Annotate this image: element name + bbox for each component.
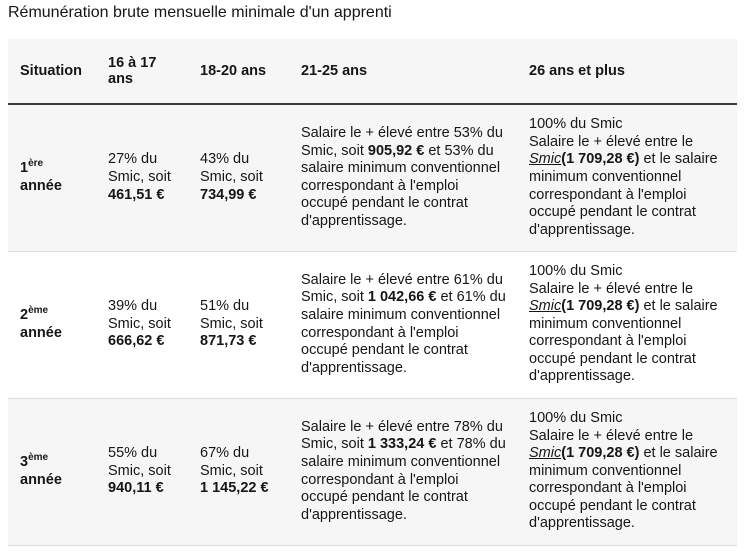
rate-text: 39% du Smic, soit [108,298,171,332]
year-word: année [20,471,62,488]
rate-text-pre: Salaire le + élevé entre le [529,280,694,297]
header-age-21-25: 21-25 ans [289,39,517,104]
header-age-16-17: 16 à 17 ans [96,39,188,104]
rate-text-post: et 61% du salaire minimum conventionnel correspondant à l'emploi occupé pendant le contrat d'apprentissage. [301,289,506,376]
cell-21-25 [289,251,517,398]
amount: (1 709,28 €) [561,298,640,315]
amount: 940,11 € [108,480,164,497]
rate-text-post: et le salaire minimum conventionnel correspondant à l'emploi occupé pendant le contrat d'apprentissage. [529,151,718,238]
amount: 461,51 € [108,186,165,203]
cell-16-17 [96,104,188,251]
year-suffix: ère [28,158,44,170]
amount: 1 042,66 € [367,289,437,306]
cell-18-20 [188,251,289,398]
cell-18-20 [188,398,289,545]
rate-text: 27% du Smic, soit [108,151,171,185]
cell-26-plus [517,104,737,251]
rate-line1: 100% du Smic [529,409,623,426]
amount: 1 145,22 € [200,480,269,497]
smic-link[interactable]: Smic [529,298,562,315]
rate-text-pre: Salaire le + élevé entre le [529,133,694,150]
cell-21-25 [289,398,517,545]
year-cell [8,398,96,545]
rate-text-post: et 53% du salaire minimum conventionnel correspondant à l'emploi occupé pendant le contrat d'apprentissage. [301,142,501,229]
rate-text-post: et le salaire minimum conventionnel correspondant à l'emploi occupé pendant le contrat d'apprentissage. [529,445,718,532]
apprentice-salary-table [8,39,737,546]
cell-26-plus [517,398,737,545]
amount: 905,92 € [367,142,425,159]
amount: 1 333,24 € [367,436,437,453]
amount: (1 709,28 €) [561,445,640,462]
cell-16-17 [96,251,188,398]
amount: 734,99 € [200,186,257,203]
header-age-18-20: 18-20 ans [188,39,289,104]
cell-18-20 [188,104,289,251]
rate-line1: 100% du Smic [529,262,623,279]
amount: 871,73 € [200,333,257,350]
amount: (1 709,28 €) [561,151,640,168]
year-suffix: ème [28,305,49,317]
cell-26-plus [517,251,737,398]
year-suffix: ème [28,452,49,464]
rate-text-pre: Salaire le + élevé entre 78% du Smic, soit [301,418,503,453]
table-row [8,398,737,545]
cell-21-25 [289,104,517,251]
rate-text: 51% du Smic, soit [200,298,263,332]
table-row [8,104,737,251]
rate-line1: 100% du Smic [529,116,623,133]
year-cell [8,251,96,398]
rate-text-pre: Salaire le + élevé entre le [529,427,694,444]
smic-link[interactable]: Smic [529,151,562,168]
rate-text-pre: Salaire le + élevé entre 61% du Smic, soit [301,271,503,306]
rate-text-post: et 78% du salaire minimum conventionnel correspondant à l'emploi occupé pendant le contrat d'apprentissage. [301,436,506,523]
header-situation: Situation [8,39,96,104]
year-number: 2 [20,306,29,323]
year-number: 1 [20,160,29,177]
rate-text-post: et le salaire minimum conventionnel correspondant à l'emploi occupé pendant le contrat d'apprentissage. [529,298,718,385]
smic-link[interactable]: Smic [529,445,562,462]
rate-text: 43% du Smic, soit [200,151,263,185]
year-word: année [20,324,62,341]
rate-text: 55% du Smic, soit [108,445,171,479]
year-word: année [20,177,62,194]
year-number: 3 [20,453,29,470]
rate-text: 67% du Smic, soit [200,445,263,479]
year-cell [8,104,96,251]
header-age-26-plus: 26 ans et plus [517,39,737,104]
amount: 666,62 € [108,333,165,350]
header-row [8,39,737,104]
table-row [8,251,737,398]
cell-16-17 [96,398,188,545]
table-caption: Rémunération brute mensuelle minimale d'un apprenti [8,4,392,21]
rate-text-pre: Salaire le + élevé entre 53% du Smic, soit [301,124,503,159]
